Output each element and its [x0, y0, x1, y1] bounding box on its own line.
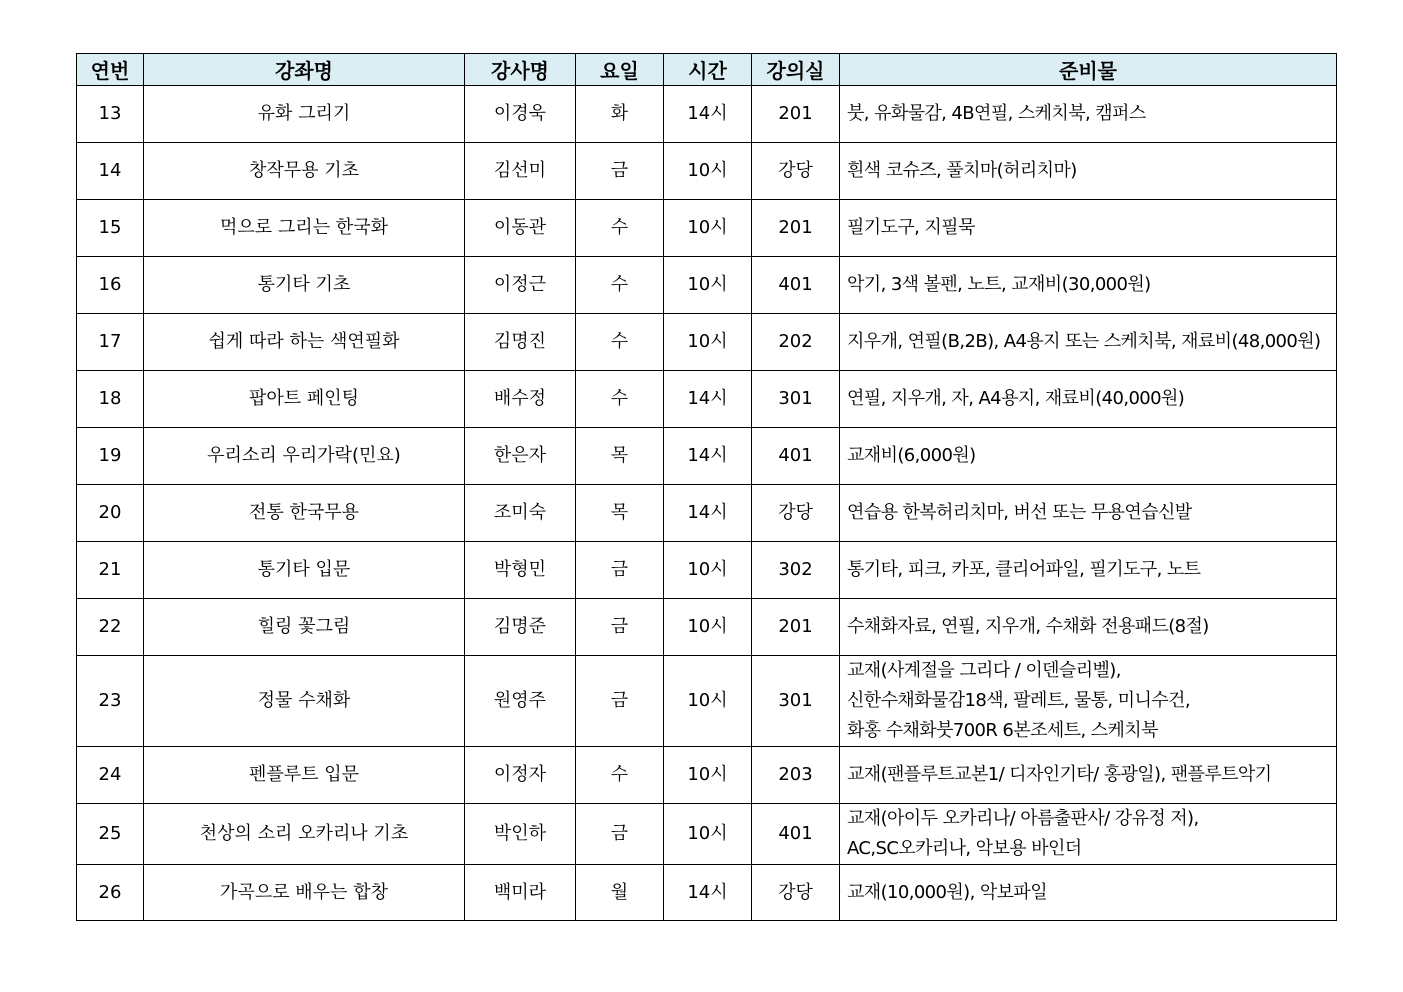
table-row	[77, 428, 1337, 485]
cell-time: 10시	[664, 314, 752, 371]
supply-line: 붓, 유화물감, 4B연필, 스케치북, 캠퍼스	[847, 103, 1146, 124]
cell-supplies	[840, 485, 1337, 542]
cell-day: 수	[576, 314, 664, 371]
cell-course: 쉽게 따라 하는 색연필화	[144, 314, 465, 371]
cell-day: 금	[576, 143, 664, 200]
cell-room: 강당	[752, 485, 840, 542]
cell-no: 23	[77, 656, 144, 747]
header-course: 강좌명	[144, 54, 465, 86]
cell-course: 통기타 입문	[144, 542, 465, 599]
cell-no: 22	[77, 599, 144, 656]
cell-supplies	[840, 656, 1337, 747]
table-row	[77, 371, 1337, 428]
cell-supplies	[840, 200, 1337, 257]
header-room: 강의실	[752, 54, 840, 86]
cell-instructor: 박형민	[465, 542, 576, 599]
cell-instructor: 배수정	[465, 371, 576, 428]
cell-day: 수	[576, 747, 664, 804]
cell-instructor: 박인하	[465, 804, 576, 865]
cell-time: 10시	[664, 257, 752, 314]
cell-day: 금	[576, 599, 664, 656]
supply-line: 통기타, 피크, 카포, 클리어파일, 필기도구, 노트	[847, 559, 1201, 580]
table-header	[77, 54, 1337, 86]
cell-course: 펜플루트 입문	[144, 747, 465, 804]
cell-instructor: 이경욱	[465, 86, 576, 143]
supply-line: 교재(사계절을 그리다 / 이덴슬리벨),	[847, 660, 1121, 681]
cell-room: 203	[752, 747, 840, 804]
cell-no: 21	[77, 542, 144, 599]
cell-supplies	[840, 257, 1337, 314]
cell-course: 우리소리 우리가락(민요)	[144, 428, 465, 485]
cell-time: 10시	[664, 747, 752, 804]
cell-day: 목	[576, 485, 664, 542]
cell-supplies	[840, 747, 1337, 804]
table-row	[77, 656, 1337, 747]
cell-room: 401	[752, 804, 840, 865]
cell-room: 302	[752, 542, 840, 599]
cell-day: 수	[576, 371, 664, 428]
header-row	[77, 54, 1337, 86]
cell-room: 201	[752, 86, 840, 143]
cell-instructor: 원영주	[465, 656, 576, 747]
table-row	[77, 747, 1337, 804]
cell-no: 16	[77, 257, 144, 314]
cell-instructor: 백미라	[465, 865, 576, 921]
cell-supplies	[840, 314, 1337, 371]
header-instructor: 강사명	[465, 54, 576, 86]
header-no: 연번	[77, 54, 144, 86]
cell-instructor: 이동관	[465, 200, 576, 257]
cell-instructor: 한은자	[465, 428, 576, 485]
cell-time: 10시	[664, 143, 752, 200]
cell-time: 14시	[664, 86, 752, 143]
cell-room: 201	[752, 599, 840, 656]
table-row	[77, 485, 1337, 542]
cell-room: 301	[752, 656, 840, 747]
supply-line: 연습용 한복허리치마, 버선 또는 무용연습신발	[847, 502, 1192, 523]
cell-day: 목	[576, 428, 664, 485]
cell-course: 가곡으로 배우는 합창	[144, 865, 465, 921]
cell-time: 10시	[664, 656, 752, 747]
cell-instructor: 김명준	[465, 599, 576, 656]
cell-time: 14시	[664, 428, 752, 485]
cell-no: 17	[77, 314, 144, 371]
supply-line: 교재(팬플루트교본1/ 디자인기타/ 홍광일), 팬플루트악기	[847, 764, 1272, 785]
table-row	[77, 143, 1337, 200]
cell-day: 화	[576, 86, 664, 143]
table-body	[77, 86, 1337, 921]
cell-no: 24	[77, 747, 144, 804]
cell-course: 전통 한국무용	[144, 485, 465, 542]
cell-supplies	[840, 428, 1337, 485]
cell-day: 월	[576, 865, 664, 921]
supply-line: 교재(아이두 오카리나/ 아름출판사/ 강유정 저),	[847, 808, 1199, 829]
cell-room: 201	[752, 200, 840, 257]
cell-time: 10시	[664, 542, 752, 599]
cell-day: 금	[576, 656, 664, 747]
supply-line: 화홍 수채화붓700R 6본조세트, 스케치북	[847, 720, 1158, 741]
cell-course: 정물 수채화	[144, 656, 465, 747]
table-row	[77, 542, 1337, 599]
cell-time: 10시	[664, 200, 752, 257]
cell-day: 금	[576, 542, 664, 599]
cell-course: 유화 그리기	[144, 86, 465, 143]
table-row	[77, 314, 1337, 371]
cell-time: 10시	[664, 599, 752, 656]
cell-course: 팝아트 페인팅	[144, 371, 465, 428]
cell-instructor: 김선미	[465, 143, 576, 200]
header-time: 시간	[664, 54, 752, 86]
cell-room: 202	[752, 314, 840, 371]
header-day: 요일	[576, 54, 664, 86]
supply-line: 흰색 코슈즈, 풀치마(허리치마)	[847, 160, 1077, 181]
table-row	[77, 200, 1337, 257]
cell-supplies	[840, 143, 1337, 200]
supply-line: 신한수채화물감18색, 팔레트, 물통, 미니수건,	[847, 690, 1190, 711]
cell-supplies	[840, 599, 1337, 656]
cell-instructor: 이정자	[465, 747, 576, 804]
cell-supplies	[840, 804, 1337, 865]
cell-supplies	[840, 865, 1337, 921]
cell-time: 14시	[664, 865, 752, 921]
cell-instructor: 김명진	[465, 314, 576, 371]
cell-day: 금	[576, 804, 664, 865]
cell-course: 힐링 꽃그림	[144, 599, 465, 656]
course-schedule-table	[76, 53, 1337, 921]
cell-room: 강당	[752, 865, 840, 921]
supply-line: 교재비(6,000원)	[847, 445, 976, 466]
cell-no: 13	[77, 86, 144, 143]
supply-line: 필기도구, 지필묵	[847, 217, 975, 238]
cell-supplies	[840, 542, 1337, 599]
cell-time: 14시	[664, 485, 752, 542]
supply-line: 연필, 지우개, 자, A4용지, 재료비(40,000원)	[847, 388, 1185, 409]
cell-room: 301	[752, 371, 840, 428]
supply-line: 교재(10,000원), 악보파일	[847, 881, 1047, 903]
header-supplies: 준비물	[840, 54, 1337, 86]
cell-no: 20	[77, 485, 144, 542]
cell-room: 강당	[752, 143, 840, 200]
cell-day: 수	[576, 200, 664, 257]
cell-supplies	[840, 86, 1337, 143]
cell-no: 26	[77, 865, 144, 921]
supply-line: 지우개, 연필(B,2B), A4용지 또는 스케치북, 재료비(48,000원)	[847, 331, 1321, 352]
cell-no: 15	[77, 200, 144, 257]
table-row	[77, 599, 1337, 656]
cell-supplies	[840, 371, 1337, 428]
supply-line: 악기, 3색 볼펜, 노트, 교재비(30,000원)	[847, 274, 1151, 295]
table-row	[77, 257, 1337, 314]
table-row	[77, 865, 1337, 921]
cell-room: 401	[752, 257, 840, 314]
cell-time: 10시	[664, 804, 752, 865]
cell-no: 18	[77, 371, 144, 428]
cell-course: 창작무용 기초	[144, 143, 465, 200]
cell-no: 14	[77, 143, 144, 200]
cell-no: 19	[77, 428, 144, 485]
cell-time: 14시	[664, 371, 752, 428]
supply-line: AC,SC오카리나, 악보용 바인더	[847, 838, 1082, 859]
cell-instructor: 조미숙	[465, 485, 576, 542]
table-row	[77, 804, 1337, 865]
cell-course: 먹으로 그리는 한국화	[144, 200, 465, 257]
cell-no: 25	[77, 804, 144, 865]
cell-course: 천상의 소리 오카리나 기초	[144, 804, 465, 865]
cell-course: 통기타 기초	[144, 257, 465, 314]
cell-day: 수	[576, 257, 664, 314]
supply-line: 수채화자료, 연필, 지우개, 수채화 전용패드(8절)	[847, 616, 1209, 637]
cell-instructor: 이정근	[465, 257, 576, 314]
cell-room: 401	[752, 428, 840, 485]
table-row	[77, 86, 1337, 143]
